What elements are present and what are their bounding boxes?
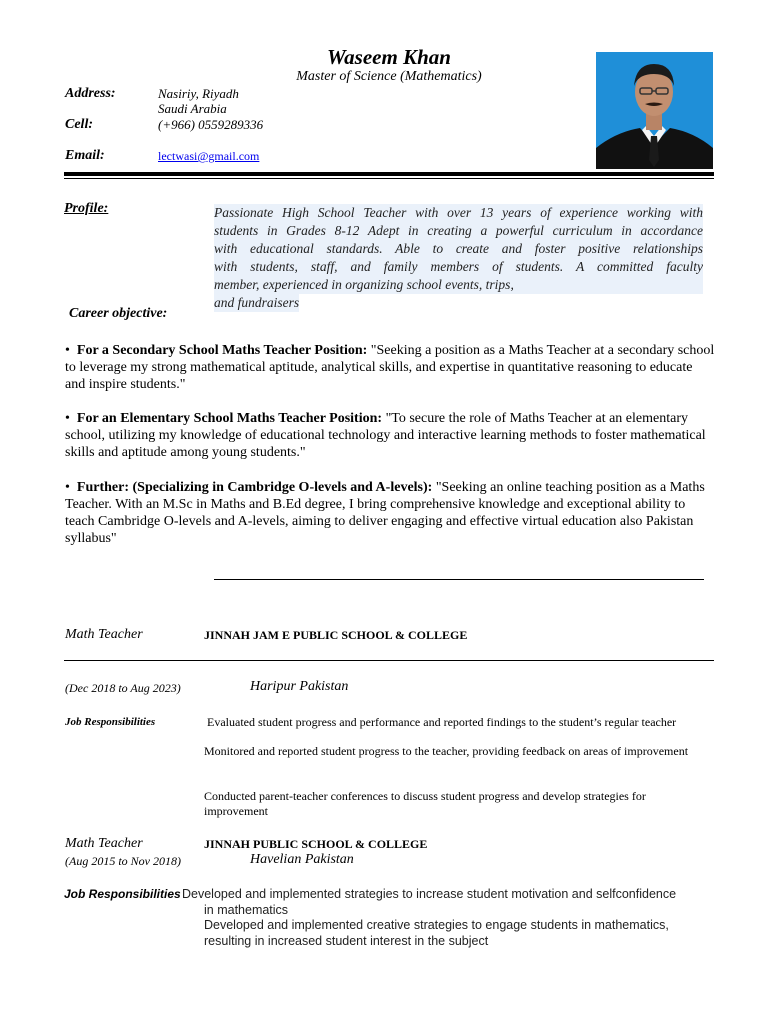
profile-label: Profile: xyxy=(64,201,109,216)
bullet-icon: • xyxy=(65,480,77,495)
profile-line: and fundraisers xyxy=(214,295,300,310)
portrait-image xyxy=(596,52,713,169)
candidate-name: Waseem Khan xyxy=(327,45,451,69)
job-title: Math Teacher xyxy=(65,836,143,851)
objective-heading: Further: (Specializing in Cambridge O-levels and A-levels): xyxy=(76,480,433,495)
profile-line: with students, staff, and family members of students. A committed faculty xyxy=(214,259,703,274)
objective-text: "Seeking a position as a Maths Teacher at a secondary school to leverage my strong mathematical aptitude, analytical skills, and expertise in quantitative reasoning to educate and inspire students." xyxy=(65,343,715,392)
objective-heading: For a Secondary School Maths Teacher Position: xyxy=(76,343,368,358)
header-divider-thick xyxy=(64,172,714,176)
job-dates: (Dec 2018 to Aug 2023) xyxy=(65,681,181,695)
profile-summary xyxy=(214,204,703,312)
profile-line: Passionate High School Teacher with over 13 years of experience working with xyxy=(214,205,703,220)
job-location: Haripur Pakistan xyxy=(250,679,349,694)
job-responsibility: Developed and implemented creative strategies to engage students in mathematics, xyxy=(204,918,669,932)
job-divider xyxy=(64,660,714,661)
job-responsibilities-label: Job Responsibilities xyxy=(65,716,156,728)
address-label: Address: xyxy=(65,86,116,101)
objective-item xyxy=(65,410,715,461)
job-employer: JINNAH JAM E PUBLIC SCHOOL & COLLEGE xyxy=(204,628,468,642)
address-line-2: Saudi Arabia xyxy=(158,101,227,116)
bullet-icon: • xyxy=(65,343,77,358)
objective-text: "Seeking an online teaching position as a Maths Teacher. With an M.Sc in Maths and B.Ed degree, I bring comprehensive knowledge and exceptional ability to teach Cambridge O-levels and A-levels, aiming to deliver engaging and effective virtual education also Pakistan syllabus" xyxy=(65,480,705,546)
career-objective-label: Career objective: xyxy=(69,306,168,321)
profile-line: with educational standards. Able to create and foster positive relationships xyxy=(214,241,703,256)
job-responsibility: resulting in increased student interest in the subject xyxy=(204,934,489,948)
bullet-icon: • xyxy=(65,411,77,426)
job-responsibility: Monitored and reported student progress to the teacher, providing feedback on areas of improvement xyxy=(204,744,689,758)
job-responsibility: Evaluated student progress and performance and reported findings to the student’s regular teacher xyxy=(207,715,677,729)
job-responsibility: Conducted parent-teacher conferences to discuss student progress and develop strategies for improvement xyxy=(204,789,646,818)
job-responsibility: in mathematics xyxy=(204,903,289,917)
job-employer: JINNAH PUBLIC SCHOOL & COLLEGE xyxy=(204,837,428,851)
job-title: Math Teacher xyxy=(65,627,143,642)
objective-item xyxy=(65,342,715,393)
email-link[interactable]: lectwasi@gmail.com xyxy=(158,149,260,163)
job-responsibilities-label: Job Responsibilities xyxy=(64,887,181,901)
objective-text: "To secure the role of Maths Teacher at an elementary school, utilizing my knowledge of educational technology and interactive learning methods to foster mathematical skills and aptitude among young students." xyxy=(65,411,706,460)
job-dates: (Aug 2015 to Nov 2018) xyxy=(65,854,181,868)
objective-heading: For an Elementary School Maths Teacher Position: xyxy=(76,411,383,426)
objective-item xyxy=(65,479,715,547)
section-divider xyxy=(214,579,704,580)
email-label: Email: xyxy=(65,148,105,163)
cell-value: (+966) 0559289336 xyxy=(158,117,264,132)
profile-line: member, experienced in organizing school events, trips, xyxy=(214,276,703,294)
cell-label: Cell: xyxy=(65,117,93,132)
profile-photo xyxy=(596,52,713,169)
profile-line: students in Grades 8-12 Adept in creating a powerful curriculum in accordance xyxy=(214,223,703,238)
address-line-1: Nasiriy, Riyadh xyxy=(158,86,239,101)
header-divider-thin xyxy=(64,178,714,179)
job-location: Havelian Pakistan xyxy=(250,852,354,867)
candidate-degree: Master of Science (Mathematics) xyxy=(296,69,482,84)
job-responsibility: Developed and implemented strategies to increase student motivation and selfconfidence xyxy=(182,887,677,901)
